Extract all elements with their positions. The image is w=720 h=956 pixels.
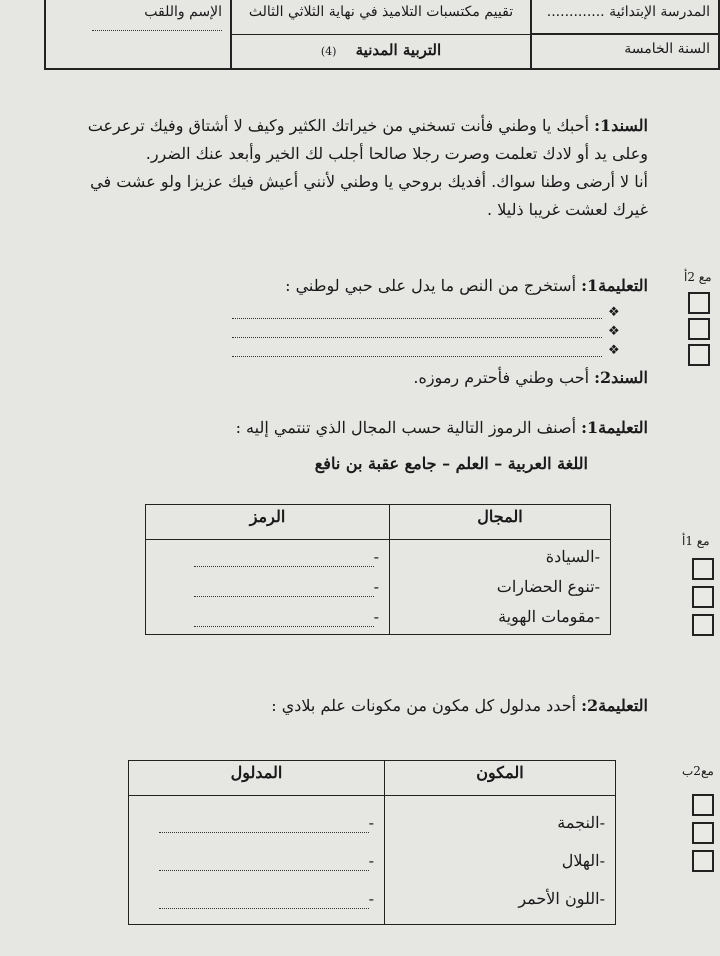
table2-header-meaning: المدلول bbox=[129, 761, 385, 796]
sanad2-label: السند2: bbox=[594, 368, 648, 387]
year-cell bbox=[530, 35, 718, 70]
task1-label: التعليمة1: bbox=[581, 276, 648, 295]
table1-header-row bbox=[146, 505, 611, 540]
bullet-3: ❖ bbox=[608, 343, 620, 358]
grade-box-c2[interactable] bbox=[692, 822, 714, 844]
sanad1-line-2: وعلى يد أو لادك تعلمت وصرت رجلا صالحا أجلب لك الخير وأبعد عنك الضرر. bbox=[145, 144, 648, 163]
table1-symbol-cell bbox=[146, 540, 390, 635]
school-cell bbox=[530, 0, 718, 35]
name-label: الإسم واللقب bbox=[144, 4, 222, 20]
task3-label: التعليمة2: bbox=[581, 696, 648, 715]
task3-line bbox=[30, 692, 648, 720]
table1-row-1: -السيادة bbox=[545, 547, 600, 566]
criterion-label-b: مع 1أ bbox=[682, 534, 710, 548]
year-label: السنة الخامسة bbox=[624, 41, 710, 57]
grade-box-b2[interactable] bbox=[692, 586, 714, 608]
table2-row-2: -الهلال bbox=[561, 851, 605, 870]
grade-box-b1[interactable] bbox=[692, 558, 714, 580]
grade-box-a1[interactable] bbox=[688, 292, 710, 314]
table1-header-symbol: الرمز bbox=[146, 505, 390, 540]
table1-row-3: -مقومات الهوية bbox=[498, 607, 600, 626]
table1-answer-2[interactable]: - bbox=[156, 572, 379, 602]
sanad2-text: أحب وطني فأحترم رموزه. bbox=[413, 368, 590, 387]
table2-answer-1[interactable]: - bbox=[139, 808, 374, 846]
task2-label: التعليمة1: bbox=[581, 418, 648, 437]
task3-text: أحدد مدلول كل مكون من مكونات علم بلادي : bbox=[271, 696, 577, 715]
table2-row-3: -اللون الأحمر bbox=[518, 889, 605, 908]
bullet-1: ❖ bbox=[608, 305, 620, 320]
sanad1-line-1: السند1: أحبك يا وطني فأنت تسخني من خيراتك الكثير وكيف لا أشتاق وفيك ترعرعت bbox=[87, 116, 648, 135]
sanad1-line-3: أنا لا أرضى وطنا سواك. أفديك بروحي يا وطني لأنني أعيش فيك عزيزا ولو عشت في bbox=[90, 172, 648, 191]
bullet-2: ❖ bbox=[608, 324, 620, 339]
task2-line bbox=[30, 414, 648, 442]
exam-title: تقييم مكتسبات التلاميذ في نهاية الثلاثي الثالث bbox=[230, 0, 530, 35]
task2-items: اللغة العربية – العلم – جامع عقبة بن نافع bbox=[314, 454, 588, 473]
criterion-label-a: مع 2أ bbox=[684, 270, 712, 284]
exam-header bbox=[44, 0, 720, 70]
sanad1-label: السند1: bbox=[594, 116, 648, 135]
table2-body-row bbox=[129, 796, 616, 925]
grade-box-c1[interactable] bbox=[692, 794, 714, 816]
sanad1-line-4: غيرك لعشت غريبا ذليلا . bbox=[487, 200, 648, 219]
task1-text: أستخرج من النص ما يدل على حبي لوطني : bbox=[285, 276, 577, 295]
answer-line-1[interactable] bbox=[232, 318, 602, 319]
criterion-label-c: مع2ب bbox=[682, 764, 714, 778]
classification-table bbox=[145, 504, 611, 635]
grade-box-c3[interactable] bbox=[692, 850, 714, 872]
table1-row-2: -تنوع الحضارات bbox=[496, 577, 600, 596]
answer-line-3[interactable] bbox=[232, 356, 602, 357]
table2-header-row bbox=[129, 761, 616, 796]
table1-header-domain: المجال bbox=[390, 505, 611, 540]
table2-header-component: المكون bbox=[385, 761, 616, 796]
sanad1-block bbox=[30, 112, 648, 224]
grade-box-a2[interactable] bbox=[688, 318, 710, 340]
school-label: المدرسة الإبتدائية bbox=[609, 4, 710, 20]
table1-body-row bbox=[146, 540, 611, 635]
table2-component-cell bbox=[385, 796, 616, 925]
task1-line bbox=[30, 272, 648, 300]
subject-title: التربية المدنية (4) bbox=[230, 35, 530, 70]
sanad2-line bbox=[30, 364, 648, 392]
table2-row-1: -النجمة bbox=[557, 813, 605, 832]
answer-line-2[interactable] bbox=[232, 337, 602, 338]
school-dots: ............. bbox=[546, 4, 605, 20]
table1-answer-3[interactable]: - bbox=[156, 602, 379, 632]
table1-domain-cell bbox=[390, 540, 611, 635]
table2-answer-2[interactable]: - bbox=[139, 846, 374, 884]
table2-answer-3[interactable]: - bbox=[139, 884, 374, 922]
table2-meaning-cell bbox=[129, 796, 385, 925]
flag-table bbox=[128, 760, 616, 925]
subject-number: (4) bbox=[320, 45, 337, 58]
name-cell bbox=[42, 0, 230, 70]
name-dotline bbox=[92, 30, 222, 31]
table1-answer-1[interactable]: - bbox=[156, 542, 379, 572]
grade-box-a3[interactable] bbox=[688, 344, 710, 366]
grade-box-b3[interactable] bbox=[692, 614, 714, 636]
task2-text: أصنف الرموز التالية حسب المجال الذي تنتمي إليه : bbox=[235, 418, 577, 437]
